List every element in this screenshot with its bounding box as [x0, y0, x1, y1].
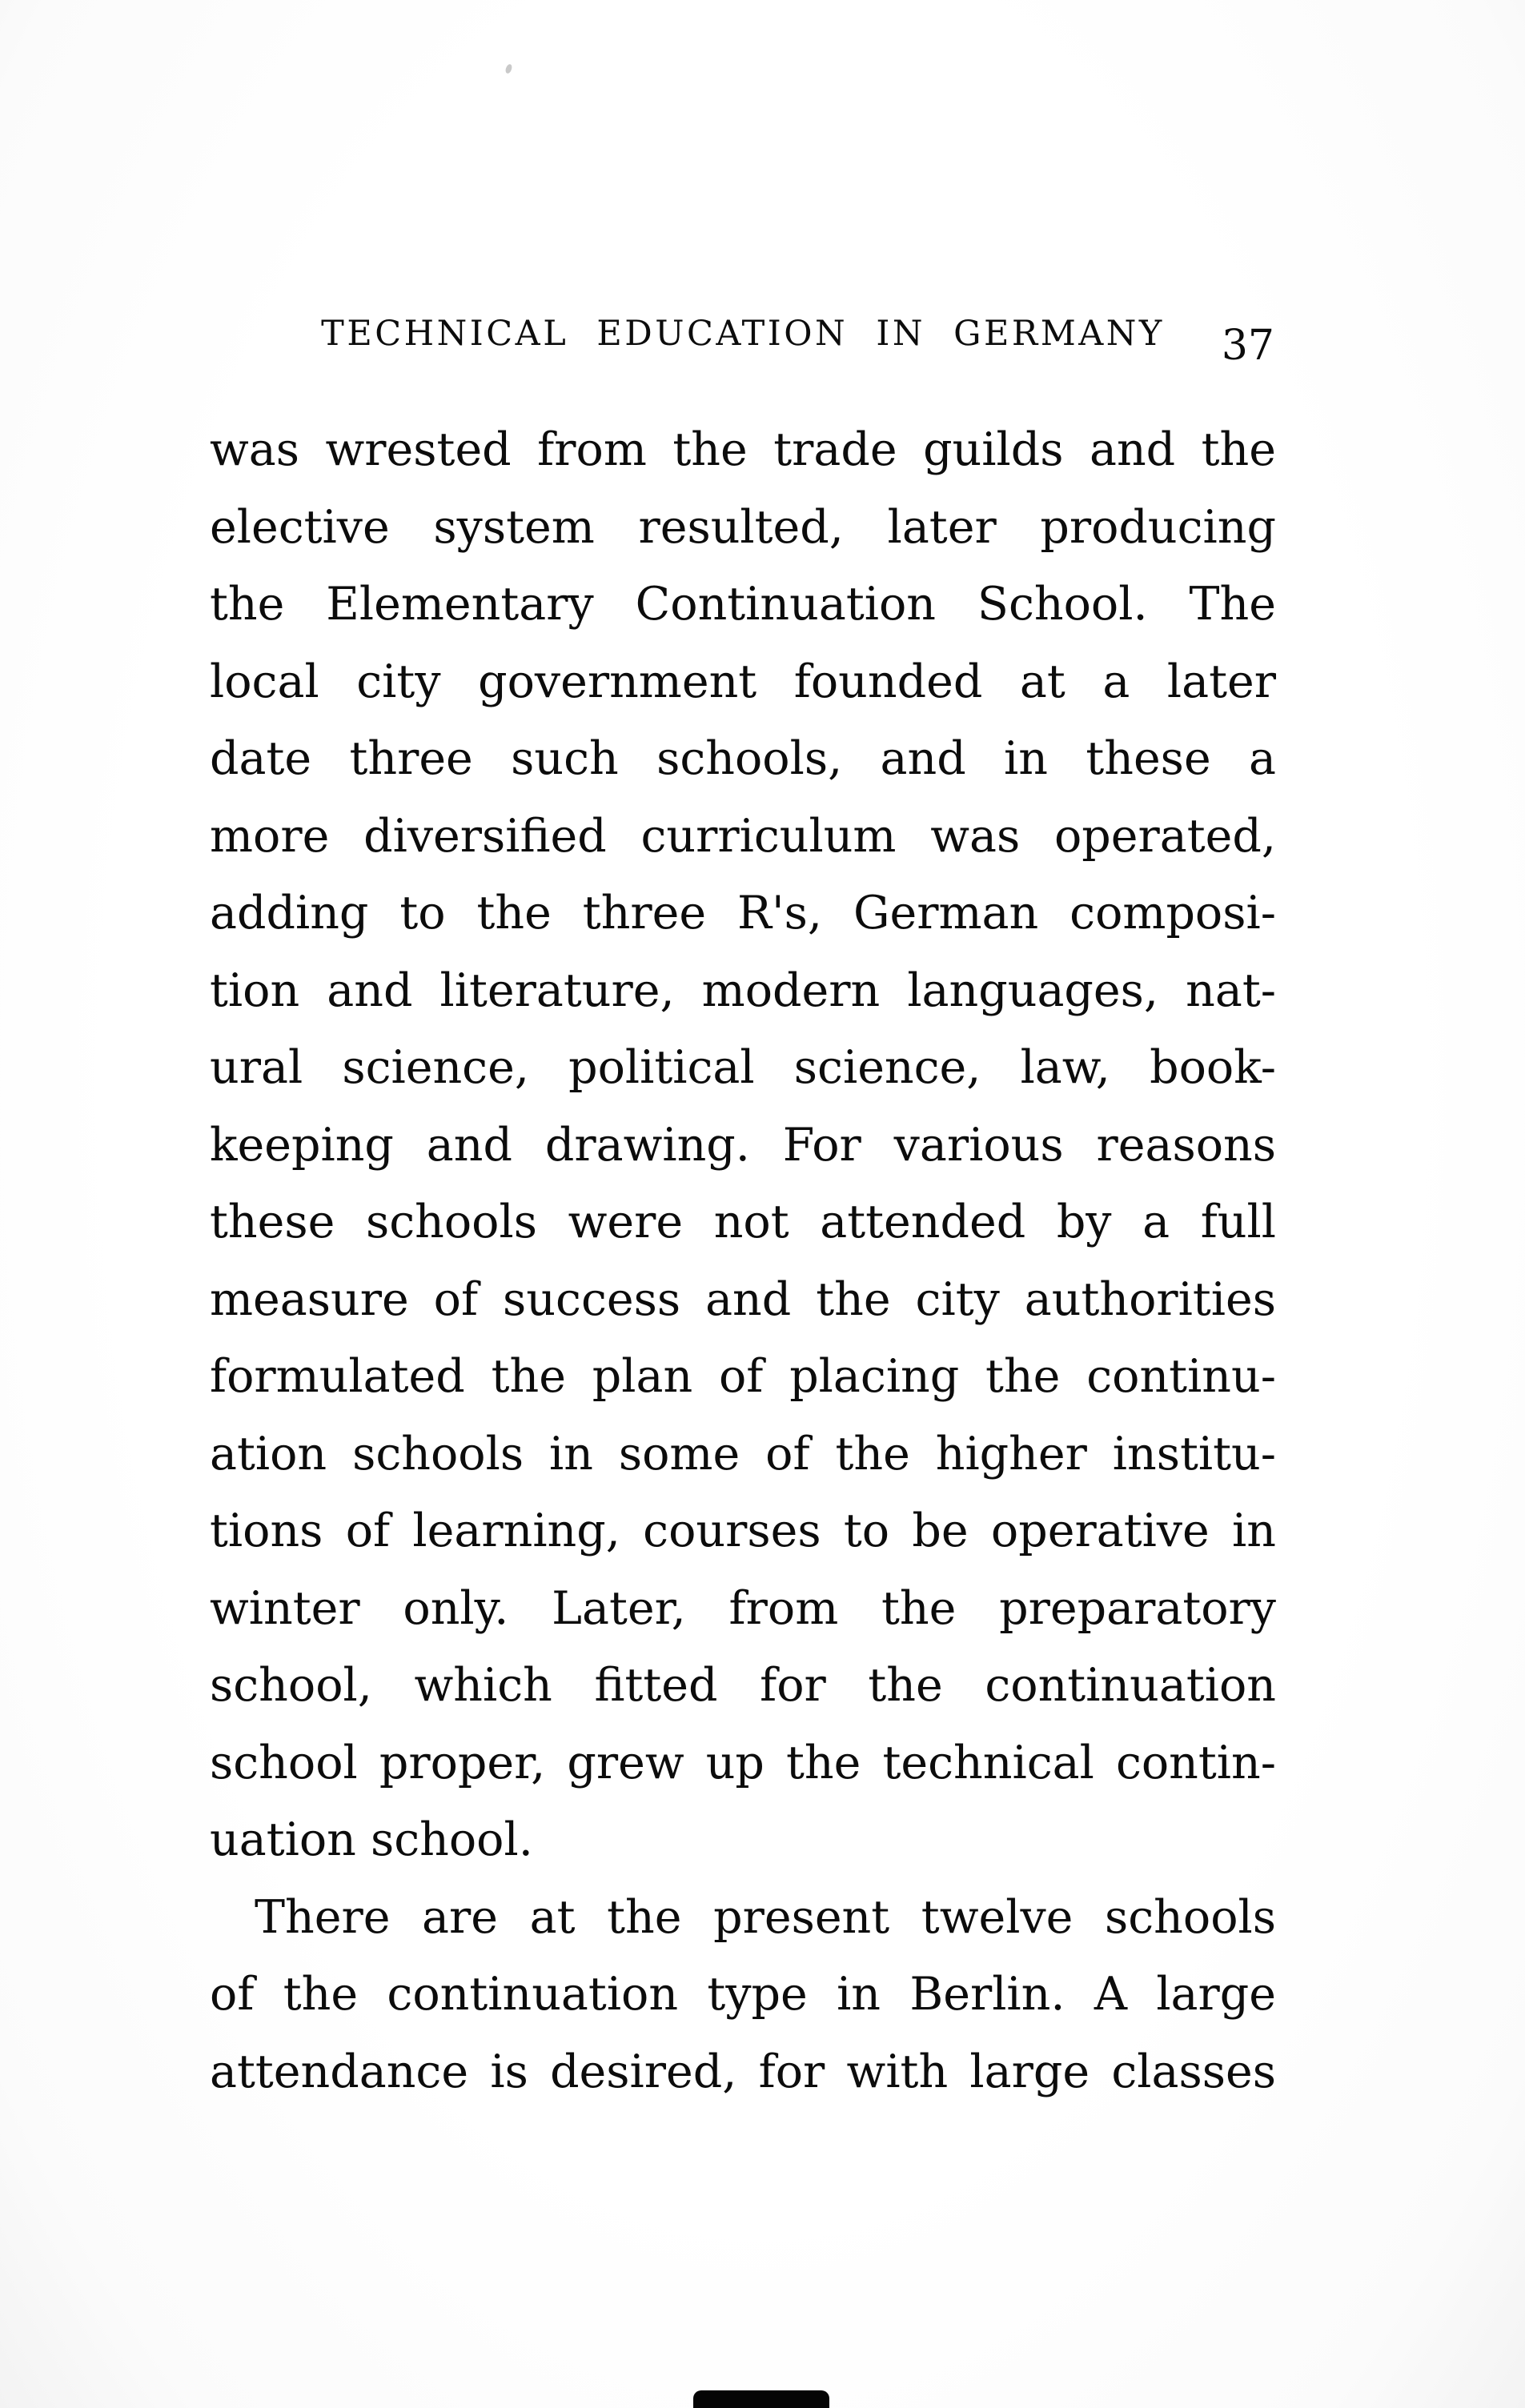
- page-header: [210, 314, 1276, 370]
- text-line: school, which fitted for the continuation: [210, 1659, 1276, 1712]
- text-line: the Elementary Continuation School. The: [210, 578, 1276, 631]
- text-line: keeping and drawing. For various reasons: [210, 1118, 1276, 1172]
- text-line: these schools were not attended by a full: [210, 1196, 1276, 1248]
- text-line: date three such schools, and in these a: [210, 732, 1276, 785]
- text-line: local city government founded at a later: [210, 655, 1276, 708]
- text-line: measure of success and the city authorities: [210, 1272, 1276, 1326]
- text-line: elective system resulted, later producing: [210, 500, 1276, 554]
- text-line: tion and literature, modern languages, nat-: [210, 964, 1276, 1017]
- text-line: attendance is desired, for with large classes: [210, 2045, 1276, 2098]
- text-line: tions of learning, courses to be operative in: [210, 1504, 1276, 1557]
- running-title: TECHNICAL EDUCATION IN GERMANY: [321, 314, 1165, 354]
- text-line: of the continuation type in Berlin. A large: [210, 1968, 1276, 2021]
- text-line: adding to the three R's, German composi-: [210, 887, 1276, 940]
- body-text: [210, 411, 1276, 2110]
- page-number: 37: [1221, 322, 1274, 370]
- text-line: formulated the plan of placing the continu-: [210, 1350, 1276, 1403]
- text-line: winter only. Later, from the preparatory: [210, 1581, 1276, 1635]
- text-line: more diversified curriculum was operated,: [210, 809, 1276, 863]
- scan-bottom-bar-artifact: [693, 2390, 829, 2408]
- text-line: school proper, grew up the technical contin-: [210, 1736, 1276, 1789]
- scan-smudge-artifact: [504, 63, 513, 74]
- text-line: ation schools in some of the higher institu-: [210, 1427, 1276, 1480]
- text-block: [210, 314, 1276, 2110]
- text-line: There are at the present twelve schools: [255, 1890, 1276, 1944]
- text-line: ural science, political science, law, book-: [210, 1041, 1276, 1094]
- text-line: uation school.: [210, 1813, 533, 1866]
- text-line: was wrested from the trade guilds and the: [210, 423, 1276, 476]
